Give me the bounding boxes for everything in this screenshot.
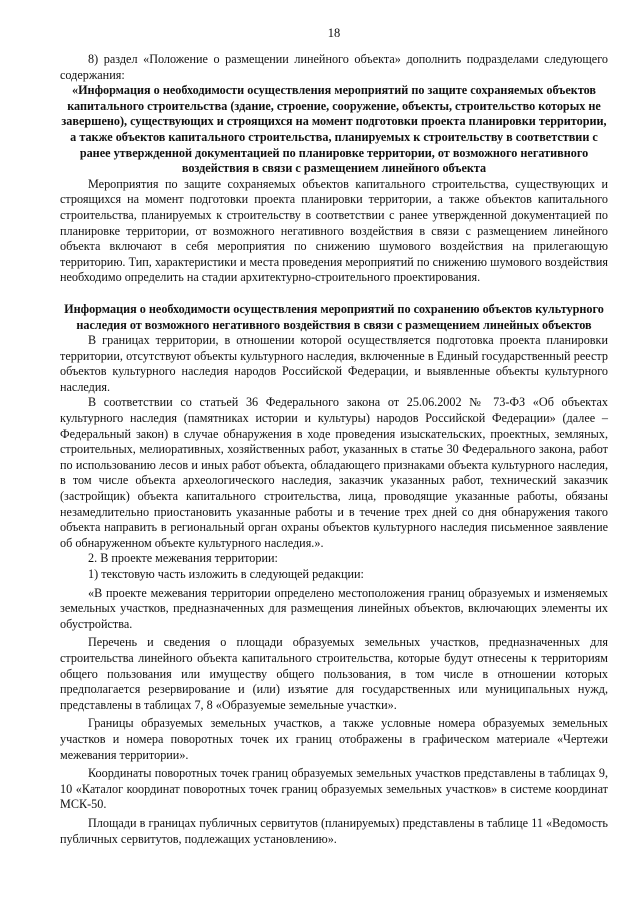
paragraph-federal-law: В соответствии со статьей 36 Федерального закона от 25.06.2002 № 73-ФЗ «Об объектах культурного наследия (памятниках истории и культуры) народов Российской Федерации» (далее – Федеральный закон) в случае обнаружения в ходе проведения изыскательских, проектных, земляных, строительных, мелиоративных, хозяйственных работ, указанных в статье 30 Федерального закона, работ по использованию лесов и иных работ объекта, обладающего признаками объекта культурного наследия, в том числе объекта археологического наследия, заказчик указанных работ, технический заказчик (застройщик) объекта капитального строительства, лица, проводящие указанные работы, обязаны незамедлительно приостановить указанные работы и в течение трех дней со дня обнаружения такого объекта направить в региональный орган охраны объектов культурного наследия письменное заявление об обнаруженном объекте культурного наследия.». [60, 395, 608, 550]
section-heading-protection: «Информация о необходимости осуществления мероприятий по защите сохраняемых объектов капитального строительства (здание, строение, сооружение, объекты, строительство которых не завершено), существующих и строящихся на момент подготовки проекта планировки территории, а также объектов капитального строительства, планируемых к строительству в соответствии с ранее утвержденной документацией по планировке территории, от возможного негативного воздействия в связи с размещением линейного объекта [61, 83, 607, 176]
paragraph-survey-boundaries: «В проекте межевания территории определено местоположения границ образуемых и изменяемых земельных участков, предназначенных для размещения линейных объектов, включающих элементы их обустройства. [60, 585, 608, 631]
section-heading-cultural-heritage: Информация о необходимости осуществления мероприятий по сохранению объектов культурного наследия от возможного негативного воздействия в связи с размещением линейных объектов [64, 301, 604, 332]
page-number: 18 [327, 26, 341, 40]
document-page [60, 0, 608, 905]
paragraph-servitudes: Площади в границах публичных сервитутов (планируемых) представлены в таблице 11 «Ведомость публичных сервитутов, подлежащих установлению». [60, 815, 608, 846]
intro-paragraph: 8) раздел «Положение о размещении линейного объекта» дополнить подразделами следующего содержания: [60, 52, 608, 82]
paragraph-boundaries-drawing: Границы образуемых земельных участков, а также условные номера образуемых земельных участков и номера поворотных точек их границ отображены в графическом материале «Чертежи межевания территории». [60, 716, 608, 762]
paragraph-protection-measures: Мероприятия по защите сохраняемых объектов капитального строительства, существующих и строящихся на момент подготовки проекта планировки территории, а также объектов капитального строительства, планируемых к строительству в соответствии с ранее утвержденной документацией по планировке территории, от возможного негативного воздействия в связи с размещением линейного объекта включают в себя мероприятия по снижению шумового воздействия на прилегающую территорию. Тип, характеристики и места проведения мероприятий по снижению шумового воздействия необходимо определить на стадии архитектурно-строительного проектирования. [60, 176, 608, 285]
document-body [60, 52, 608, 847]
paragraph-cultural-heritage-absent: В границах территории, в отношении которой осуществляется подготовка проекта планировки территории, отсутствуют объекты культурного наследия, включенные в Единый государственный реестр объектов культурного наследия народов Российской Федерации, и выявленные объекты культурного наследия. [60, 333, 608, 394]
paragraph-land-plots-list: Перечень и сведения о площади образуемых земельных участков, предназначенных для строительства линейного объекта капитального строительства, которые будут отнесены к территориям общего пользования или имуществу общего пользования, в том числе в отношении которых предполагается резервирование и (или) изъятие для государственных или муниципальных нужд, представлены в таблицах 7, 8 «Образуемые земельные участки». [60, 635, 608, 712]
paragraph-coordinates: Координаты поворотных точек границ образуемых земельных участков представлены в таблицах 9, 10 «Каталог координат поворотных точек границ образуемых земельных участков» в системе координат МСК-50. [60, 766, 608, 812]
section-spacer [60, 286, 608, 302]
list-item-text-part: 1) текстовую часть изложить в следующей редакции: [88, 567, 364, 581]
list-item-land-survey: 2. В проекте межевания территории: [88, 551, 278, 566]
